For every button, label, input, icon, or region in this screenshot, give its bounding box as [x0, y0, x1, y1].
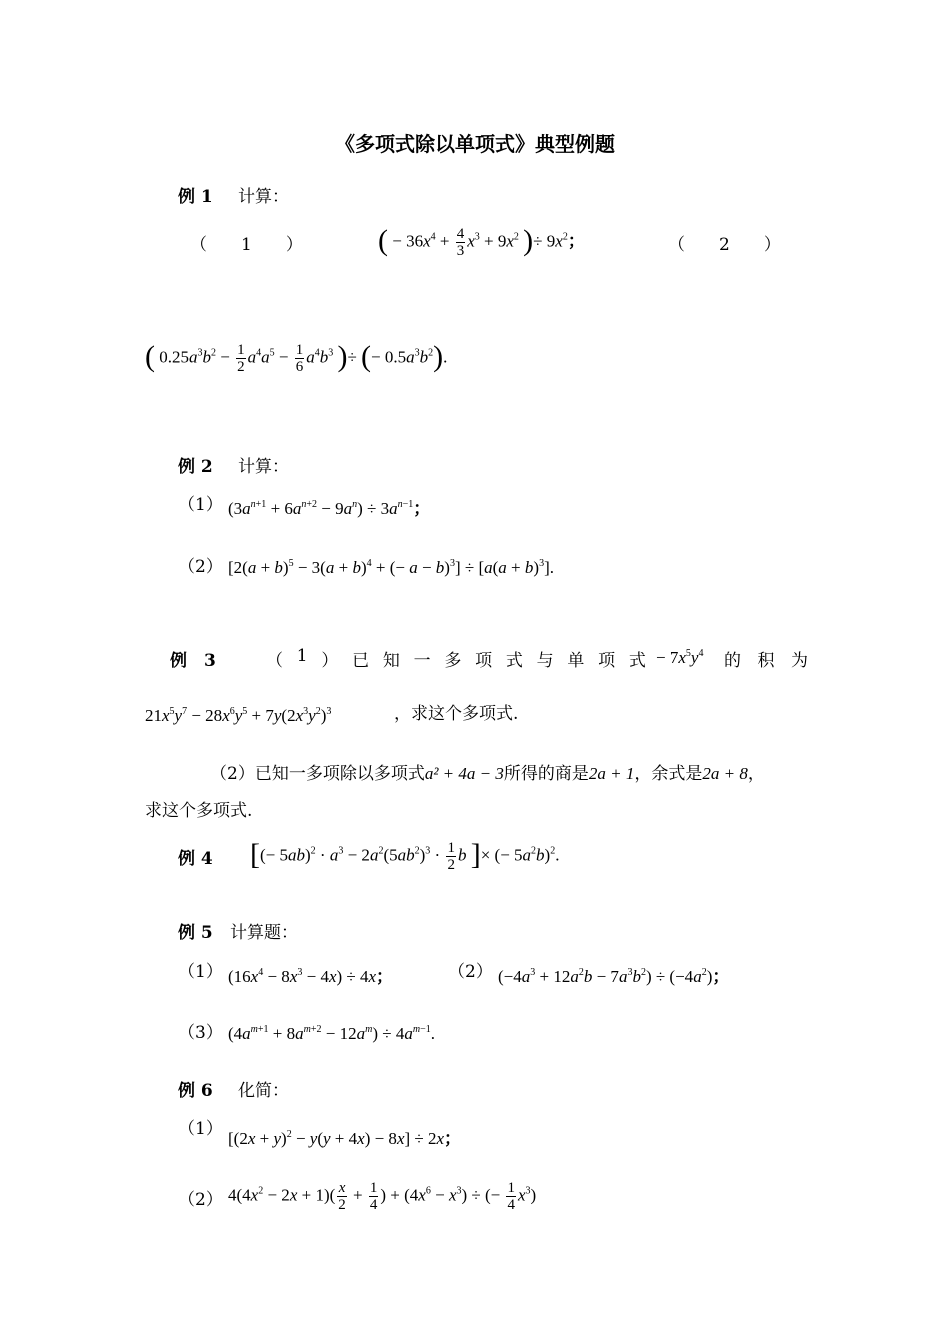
ex2-part2-label: （2）: [178, 557, 223, 577]
ex3-monomial: − $7x^5y^4$: [656, 648, 704, 667]
ex6-instruction: 化简：: [238, 1081, 289, 1101]
ex4-expression: [(− $5ab)^2 \cdot a^3 - 2a^2(5ab^2)^3$ · $\frac{1}{2}$ b ]× (− $5a^2b)^2$.: [250, 837, 560, 873]
ex2-part1-label: （1）: [178, 495, 223, 515]
ex3-product-expression: $21x^5y^7 - 28x^6y^5 + 7y(2x^3y^2)^3$: [145, 706, 332, 725]
ex6-part2-expression: $4(4x^2 - 2x + 1)$( $\frac{x}{2}$ + $\frac{1}{4}$ ) + $(4x^6 - x^3)$ ÷ (− $\frac{1}{4}$ $x^3$): [228, 1180, 537, 1213]
ex6-part1-expression: $[(2x + y)^2 - y(y + 4x) - 8x] \div 2x$；: [228, 1129, 462, 1148]
ex5-instruction: 计算题：: [230, 923, 298, 943]
ex1-part2-expression: ( $0.25a^3b^2$ − $\frac{1}{2}$ $a^4a^5$ − $\frac{1}{6}$ $a^4b^3$ )÷ (− $0.5a^3b^2$).: [145, 339, 448, 375]
ex3-part2-line2: 求这个多项式.: [145, 801, 253, 821]
ex3-line2-text: ，求这个多项式.: [394, 704, 519, 724]
ex2-label: 例 2: [178, 457, 213, 477]
ex3-line1-tail: 的 积 为: [724, 651, 808, 671]
ex3-part2-line1: （2）已知一多项除以多项式a² + 4a − 3所得的商是2a + 1，余式是2a + 8，: [210, 764, 765, 784]
ex1-instruction: 计算：: [238, 187, 289, 207]
ex5-part3-expression: $(4a^{m+1} + 8a^{m+2} - 12a^m) \div 4a^{m-1}$.: [228, 1024, 435, 1043]
ex1-label: 例 1: [178, 187, 213, 207]
ex1-part1-label: （ 1 ）: [190, 235, 303, 255]
ex5-part1-expression: $(16x^4 - 8x^3 - 4x) \div 4x$；: [228, 967, 394, 986]
ex5-part1-label: （1）: [178, 962, 223, 982]
ex3-label: 例 3: [170, 651, 216, 671]
ex2-part1-expression: $(3a^{n+1} + 6a^{n+2} - 9a^n) \div 3a^{n-1}$；: [228, 499, 431, 518]
ex1-part2-label: （ 2 ）: [668, 235, 781, 255]
ex6-label: 例 6: [178, 1081, 213, 1101]
ex6-part2-label: （2）: [178, 1190, 223, 1210]
ex4-label: 例 4: [178, 849, 213, 869]
ex5-part2-label: （2）: [448, 962, 493, 982]
ex5-label: 例 5: [178, 923, 213, 943]
ex6-part1-label: （1）: [178, 1119, 223, 1139]
page-title: 《多项式除以单项式》典型例题: [335, 132, 615, 156]
ex5-part2-expression: $(-4a^3 + 12a^2b - 7a^3b^2) \div (-4a^2)$；: [498, 967, 730, 986]
ex3-line1-words: （ 1 ） 已 知 一 多 项 式 与 单 项 式: [266, 646, 646, 671]
ex1-part1-expression: ( − $36x^4$ + $\frac{4}{3}$ $x^3 + 9x^2$ )÷ $9x^2$；: [378, 223, 585, 259]
ex5-part3-label: （3）: [178, 1023, 223, 1043]
ex2-instruction: 计算：: [238, 457, 289, 477]
ex2-part2-expression: [$2(a + b)^5 - 3(a + b)^4$ + (− $a - b)^3] \div [a(a + b)^3]$.: [228, 558, 554, 577]
